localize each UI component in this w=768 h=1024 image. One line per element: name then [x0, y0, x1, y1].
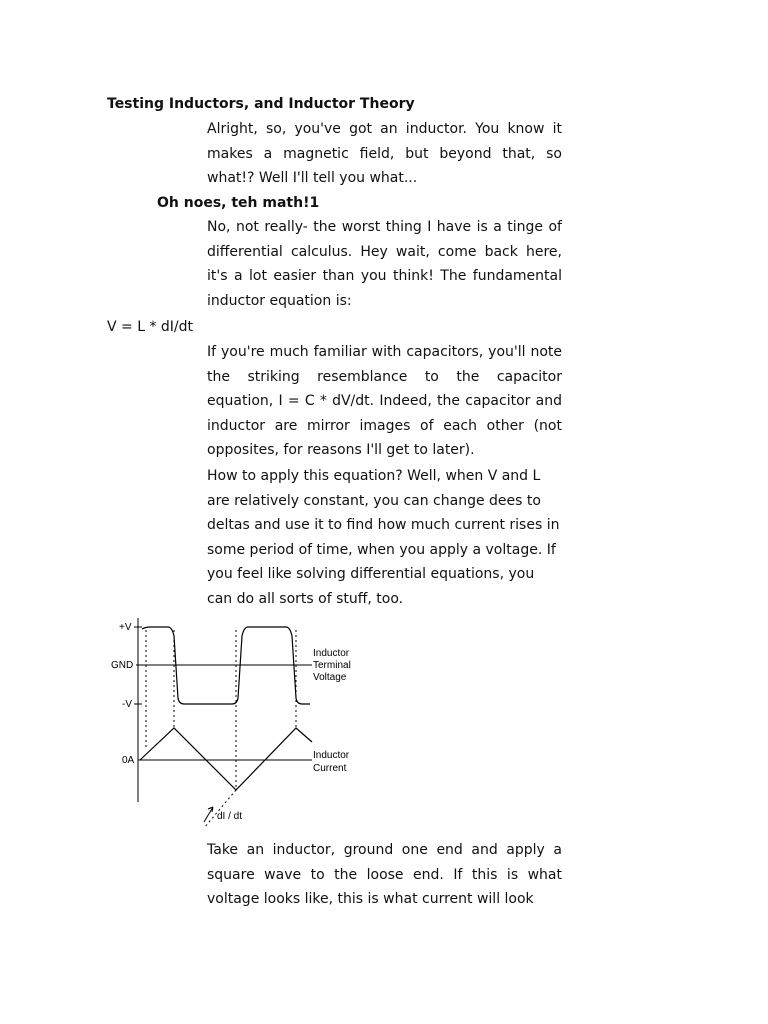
current-waveform [140, 728, 312, 790]
apply-equation-paragraph: How to apply this equation? Well, when V and L are relatively constant, you can change dees to deltas and use it to find how much current rises in some period of time, when you apply a voltage. If you feel like solving differential equations, you can do all sorts of stuff, too. [207, 468, 560, 607]
document-title: Testing Inductors, and Inductor Theory [107, 96, 415, 112]
slope-arrow-icon [204, 807, 213, 822]
inductor-waveform-diagram [100, 610, 380, 835]
label-minus-v: -V [122, 699, 132, 710]
label-voltage-3: Voltage [313, 672, 347, 683]
label-slope: dI / dt [217, 811, 243, 822]
label-voltage-2: Terminal [313, 660, 351, 671]
label-voltage-1: Inductor [313, 648, 350, 659]
section-heading: Oh noes, teh math!1 [157, 195, 320, 211]
math-intro-paragraph: No, not really- the worst thing I have is a tinge of differential calculus. Hey wait, come back here, it's a lot easier than you think! The fundamental inductor equation is: [207, 219, 562, 309]
closing-paragraph: Take an inductor, ground one end and apply a square wave to the loose end. If this is what voltage looks like, this is what current will look [207, 842, 562, 908]
capacitor-paragraph: If you're much familiar with capacitors, you'll note the striking resemblance to the capacitor equation, I = C * dV/dt. Indeed, the capacitor and inductor are mirror images of each other (not opposites, for reasons I'll get to later). [207, 344, 562, 459]
label-current-1: Inductor [313, 750, 350, 761]
label-zero-a: 0A [122, 755, 135, 766]
label-plus-v: +V [119, 622, 132, 633]
inductor-equation: V = L * dI/dt [107, 319, 194, 335]
label-current-2: Current [313, 763, 347, 774]
intro-paragraph: Alright, so, you've got an inductor. You know it makes a magnetic field, but beyond that, so what!? Well I'll tell you what... [207, 121, 562, 187]
label-gnd: GND [111, 660, 134, 671]
guide-lines [146, 630, 296, 828]
